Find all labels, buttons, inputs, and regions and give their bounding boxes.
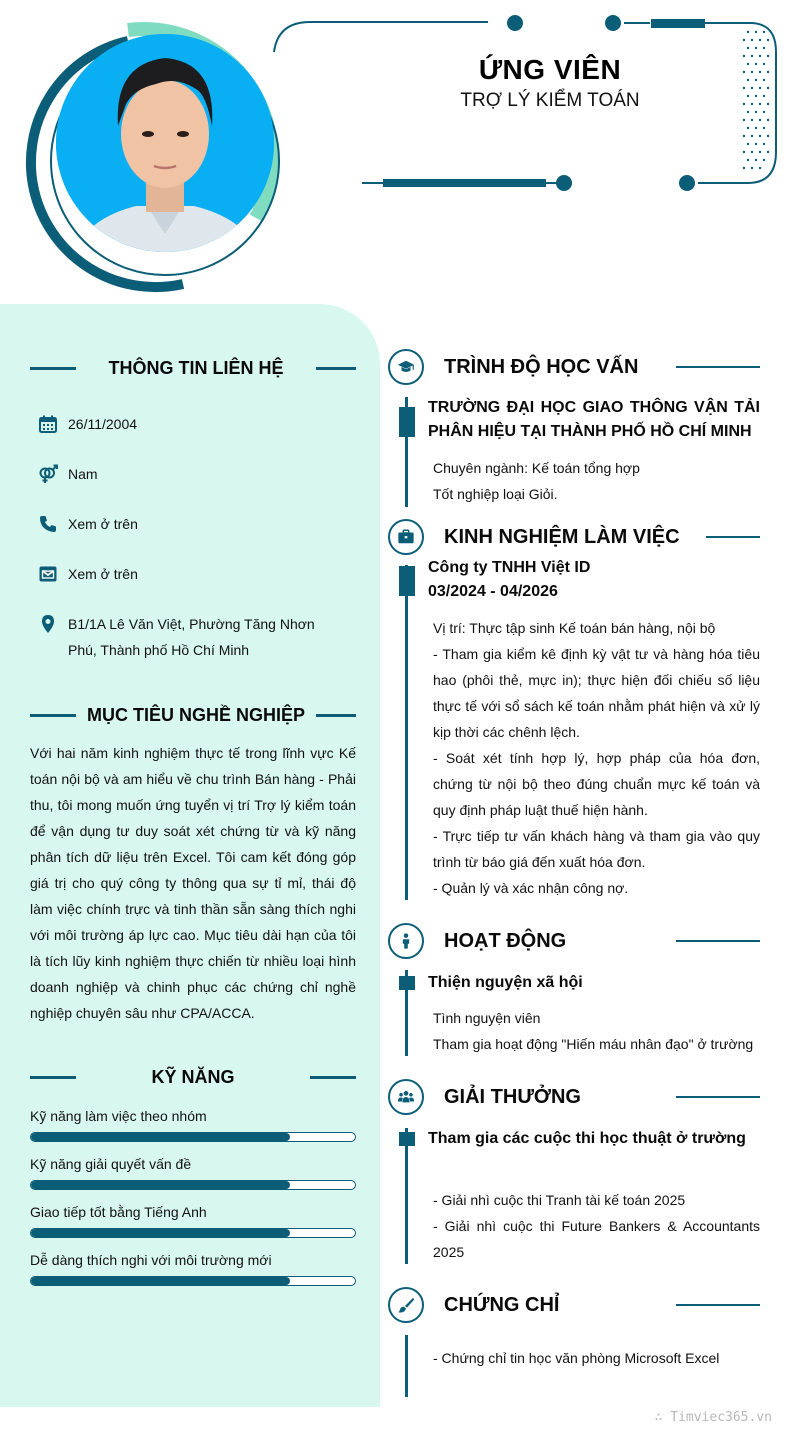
awards-title: GIẢI THƯỞNG [444,1085,581,1108]
skill-label: Kỹ năng giải quyết vấn đề [30,1156,192,1172]
experience-section-header [388,519,760,555]
skill-item [30,1202,356,1238]
contact-email-row [38,561,328,587]
contact-address: B1/1A Lê Văn Việt, Phường Tăng Nhơn Phú, Thành phố Hồ Chí Minh [68,616,315,658]
skill-item [30,1106,356,1142]
certificates-section-header [388,1287,760,1323]
contact-phone-row [38,511,328,537]
certificates-title: CHỨNG CHỈ [444,1293,560,1316]
contact-title: THÔNG TIN LIÊN HỆ [108,358,284,378]
timeline-line [405,1335,408,1397]
skill-bar [30,1276,356,1286]
skill-bar [30,1180,356,1190]
contact-phone: Xem ở trên [68,516,138,532]
objective-text: Với hai năm kinh nghiệm thực tế trong lĩnh vực Kế toán nội bộ và am hiểu về chu trình Bán hàng - Phải thu, tôi mong muốn ứng tuyển vị trí Trợ lý kiểm toán để vận dụng tư duy soát xét chứng từ và kỹ năng phân tích dữ liệu trên Excel. Tôi cam kết đóng góp giá trị cho quý công ty thông qua sự tỉ mỉ, thái độ làm việc chính trực và tinh thần sẵn sàng thích nghi với môi trường áp lực cao. Mục tiêu dài hạn của tôi là tích lũy kinh nghiệm thực chiến từ nhiều loại hình doanh nghiệp và chinh phục các chứng chỉ nghề nghiệp chuyên sâu như CPA/ACCA. [30,745,356,1021]
contact-birthday: 26/11/2004 [68,416,138,432]
education-section-header [388,349,760,385]
skill-bar-fill [31,1229,290,1237]
contact-gender-row [38,461,328,487]
skill-bar-fill [31,1181,290,1189]
briefcase-icon [388,519,424,555]
avatar [56,34,274,252]
brush-icon [388,1287,424,1323]
skills-section-title [30,1067,356,1088]
contact-address-row [38,611,328,663]
email-icon [38,561,68,587]
gender-icon [38,461,68,487]
education-major: Chuyên ngành: Kế toán tổng hợp [433,460,640,476]
education-grade: Tốt nghiệp loại Giỏi. [433,486,558,502]
objective-title: MỤC TIÊU NGHỀ NGHIỆP [86,705,305,725]
contact-gender: Nam [68,466,98,482]
timeline-marker [399,566,415,596]
experience-company: Công ty TNHH Việt ID [428,559,591,576]
person-icon [388,923,424,959]
awards-section-header [388,1079,760,1115]
contact-birthday-row [38,411,328,437]
activity-name: Thiện nguyện xã hội [428,974,583,991]
experience-period: 03/2024 - 04/2026 [428,583,558,600]
education-school-line1: TRƯỜNG ĐẠI HỌC GIAO THÔNG VẬN TẢI [428,399,760,416]
activities-title: HOẠT ĐỘNG [444,929,567,952]
contact-email: Xem ở trên [68,566,138,582]
timeline-marker [399,1132,415,1146]
skill-label: Giao tiếp tốt bằng Tiếng Anh [30,1204,207,1220]
activity-detail: Tham gia hoạt động "Hiến máu nhân đạo" ở trường [433,1036,754,1052]
experience-duty: - Quản lý và xác nhận công nợ. [433,880,629,896]
graduation-cap-icon [388,349,424,385]
experience-duty: - Tham gia kiểm kê định kỳ vật tư và hàng hóa tiêu hao (phôi thẻ, mực in); thực hiện đối chiếu số liệu thực tế với sổ sách kế toán nhằm phát hiện và xử lý kịp thời các chênh lệch. [433,646,760,740]
experience-title: KINH NGHIỆM LÀM VIỆC [444,525,680,548]
skill-item [30,1250,356,1286]
candidate-name: ỨNG VIÊN [478,54,622,85]
certificate-item: - Chứng chỉ tin học văn phòng Microsoft Excel [433,1350,720,1366]
candidate-position: TRỢ LÝ KIỂM TOÁN [460,90,640,111]
award-item: - Giải nhì cuộc thi Future Bankers & Accountants 2025 [433,1218,760,1260]
calendar-icon [38,411,68,437]
experience-duty: - Trực tiếp tư vấn khách hàng và tham gia vào quy trình từ báo giá đến xuất hóa đơn. [433,828,760,870]
education-school-line2: PHÂN HIỆU TẠI THÀNH PHỐ HỒ CHÍ MINH [428,423,752,440]
experience-duty: - Soát xét tính hợp lý, hợp pháp của hóa đơn, chứng từ nội bộ theo đúng chuẩn mực kế toán và quy định pháp luật thuế hiện hành. [433,750,760,818]
award-item: - Giải nhì cuộc thi Tranh tài kế toán 2025 [433,1192,686,1208]
objective-section-title [30,705,356,726]
skills-title: KỸ NĂNG [151,1067,235,1087]
award-name: Tham gia các cuộc thi học thuật ở trường [428,1130,746,1147]
timeline-line [405,1128,408,1264]
timeline-marker [399,976,415,990]
skill-item [30,1154,356,1190]
location-pin-icon [38,611,68,637]
activities-section-header [388,923,760,959]
phone-icon [38,511,68,537]
contact-section-title [30,358,356,379]
skill-bar [30,1228,356,1238]
skill-bar-fill [31,1277,290,1285]
skill-label: Dễ dàng thích nghi với môi trường mới [30,1252,272,1268]
skill-bar [30,1132,356,1142]
education-title: TRÌNH ĐỘ HỌC VẤN [444,355,639,378]
timeline-marker [399,407,415,437]
footer-brand: ∴ Timviec365.vn [654,1410,772,1425]
skill-label: Kỹ năng làm việc theo nhóm [30,1108,207,1124]
timeline-line [405,565,408,900]
group-icon [388,1079,424,1115]
experience-role: Vị trí: Thực tập sinh Kế toán bán hàng, nội bộ [433,620,716,636]
skill-bar-fill [31,1133,290,1141]
activity-role: Tình nguyện viên [433,1010,541,1026]
